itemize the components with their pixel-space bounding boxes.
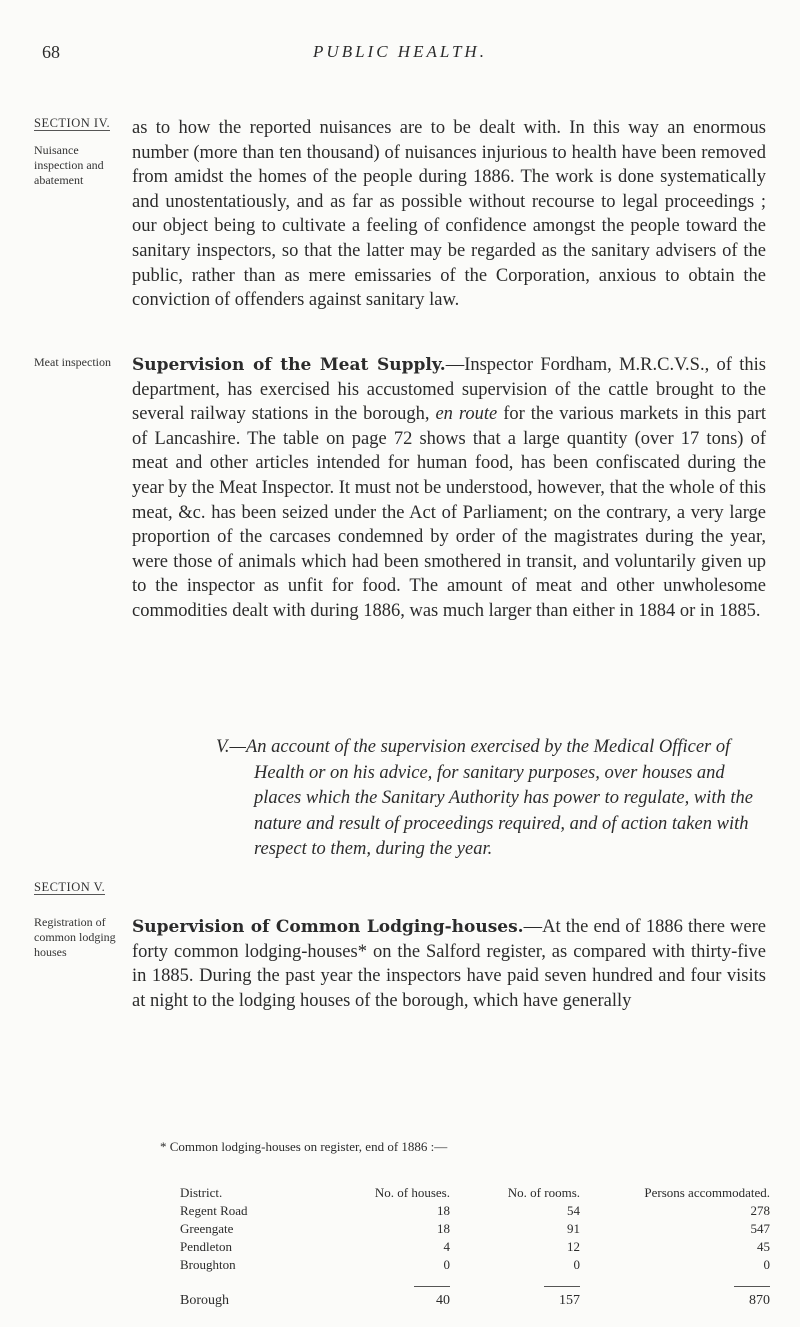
table-row: Broughton 0 0 0 [180,1257,770,1272]
table-row: Greengate 18 91 547 [180,1221,770,1236]
paragraph-nuisances: as to how the reported nuisances are to be dealt with. In this way an enormous number (more than ten thousand) of nuisances injurious to health have been removed from amidst the homes of the people during 1886. The work is done systematically and unostentatiously, and as far as possible without recourse to legal proceedings ; our object being to cultivate a feeling of confidence amongst the people toward the sanitary inspectors, so that the latter may be regarded as the sanitary advisers of the public, rather than as mere emissaries of the Corporation, anxious to obtain the conviction of offenders against sanitary law. [132,118,766,311]
column-header: No. of rooms. [507,1185,580,1200]
margin-section-v: SECTION V. [34,880,106,894]
section-v-title: V.—An account of the supervision exercised by the Medical Officer of Health or on his advice, for sanitary purposes, over houses and places which the Sanitary Authority has power to regulate, with the nature and result of proceedings required, and of action taken with respect to them, during the year. [216,737,753,859]
paragraph-meat-supply: Supervision of the Meat Supply.—Inspector Fordham, M.R.C.V.S., of this department, has exercised his accustomed supervision of the cattle brought to the several railway stations in the borough, en route for the various markets in this part of Lancashire. The table on page 72 shows that a large quantity (over 17 tons) of meat and other articles intended for human food, has been confiscated during the year by the Meat Inspector. It must not be understood, however, that the whole of this meat, &c. has been seized under the Act of Parliament; on the contrary, a very large proportion of the carcases condemned by order of the magistrates during the year, were those of animals which had been smothered in transit, and voluntarily given up to the inspector as unfit for food. The amount of meat and other unwholesome commodities dealt with during 1886, was much larger than either in 1884 or in 1885. [132,355,767,621]
margin-section-iv: SECTION IV. [34,116,111,130]
paragraph-lodging-houses: Supervision of Common Lodging-houses.—At the end of 1886 there were forty common lodging-houses* on the Salford register, as compared with thirty-five in 1885. During the past year the inspectors have paid seven hundred and four visits at night to the lodging houses of the borough, which have generally [132,917,767,1011]
margin-nuisance-note: Nuisance inspection and abatement [34,143,104,187]
sum-rule [544,1286,580,1287]
heading-lodging-houses: Supervision of Common Lodging-houses. [132,917,524,937]
page-header [0,0,800,60]
column-header: No. of houses. [374,1185,450,1200]
margin-meat-note: Meat inspection [34,355,111,369]
running-title: PUBLIC HEALTH. [313,42,487,61]
table-header-row [180,1183,770,1201]
column-header: Persons accommodated. [644,1185,770,1200]
page-number: 68 [42,42,60,62]
column-header: District. [180,1185,223,1200]
margin-registration-note: Registration of common lodging houses [34,915,116,959]
heading-meat-supply: Supervision of the Meat Supply. [132,355,446,375]
footnote-title: * Common lodging-houses on register, end of 1886 :— [160,1139,448,1154]
table-row: Regent Road 18 54 278 [180,1203,770,1218]
table-rule-row [180,1273,770,1291]
sum-rule [734,1286,770,1287]
table-total-row: Borough 40 157 870 [180,1293,770,1308]
sum-rule [414,1286,450,1287]
table-row: Pendleton 4 12 45 [180,1239,770,1254]
footnote-table [180,1183,770,1309]
